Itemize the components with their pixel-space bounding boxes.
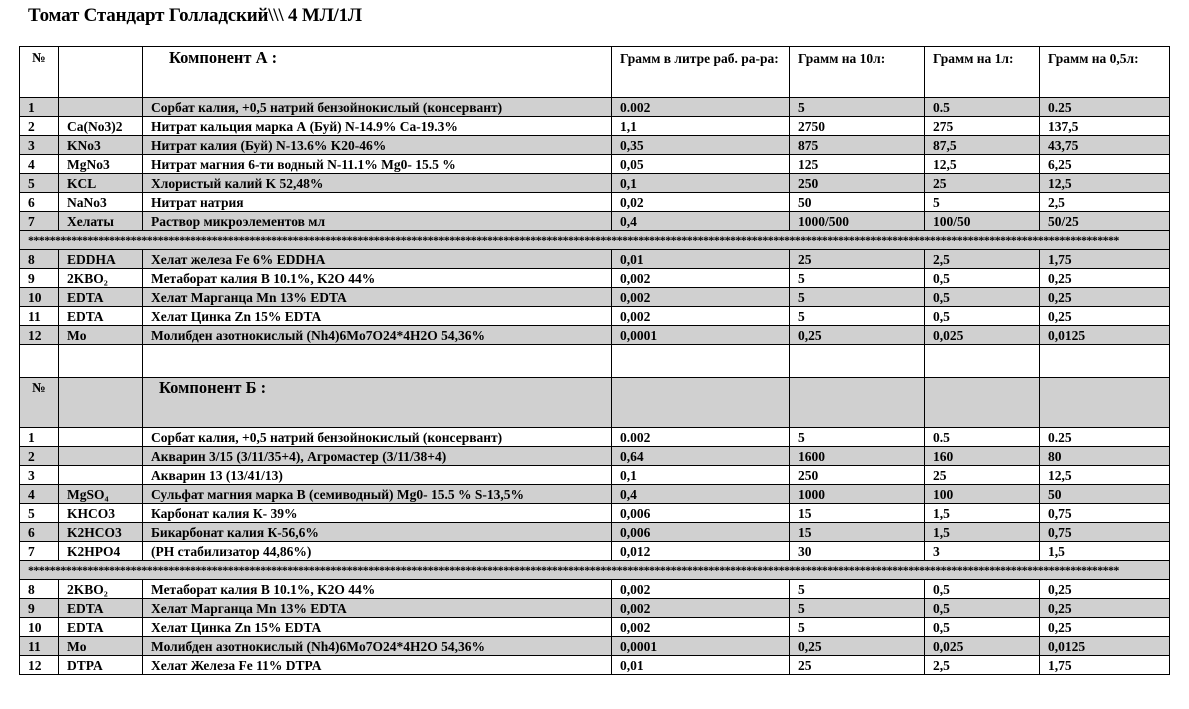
- grams-05l: 0.25: [1040, 428, 1170, 447]
- blank-row: [20, 345, 1170, 378]
- document-title: Томат Стандарт Голладский\\\ 4 МЛ/1Л: [28, 5, 362, 26]
- component-name: Сульфат магния марка В (семиводный) Mg0- 15.5 % S-13,5%: [143, 485, 612, 504]
- grams-per-liter: 0,0001: [612, 326, 790, 345]
- component-b-row: [20, 485, 1170, 504]
- row-number: 5: [20, 504, 59, 523]
- grams-10l: 5: [790, 599, 925, 618]
- grams-per-liter: 0,002: [612, 580, 790, 599]
- component-b-header-row: [20, 378, 1170, 428]
- grams-1l: 2,5: [925, 250, 1040, 269]
- grams-10l: 50: [790, 193, 925, 212]
- component-name: Акварин 3/15 (3/11/35+4), Агромастер (3/11/38+4): [143, 447, 612, 466]
- recipe-table: [19, 46, 1170, 675]
- component-a-row: [20, 117, 1170, 136]
- grams-per-liter: 0,1: [612, 174, 790, 193]
- row-number: 1: [20, 98, 59, 117]
- component-name: Акварин 13 (13/41/13): [143, 466, 612, 485]
- row-number: 9: [20, 599, 59, 618]
- chemical-formula: MgNo3: [59, 155, 143, 174]
- chemical-formula: 2KBO₂: [59, 269, 143, 288]
- grams-1l: 12,5: [925, 155, 1040, 174]
- grams-05l: 0.25: [1040, 98, 1170, 117]
- row-number: 2: [20, 447, 59, 466]
- grams-05l: 43,75: [1040, 136, 1170, 155]
- grams-05l: 1,75: [1040, 656, 1170, 675]
- row-number: 11: [20, 307, 59, 326]
- component-name: Нитрат магния 6-ти водный N-11.1% Mg0- 15.5 %: [143, 155, 612, 174]
- grams-10l: 1600: [790, 447, 925, 466]
- grams-1l: 0,5: [925, 307, 1040, 326]
- grams-10l: 0,25: [790, 637, 925, 656]
- grams-per-liter: 0.002: [612, 98, 790, 117]
- component-name: Хелат Марганца Mn 13% EDTA: [143, 288, 612, 307]
- grams-05l: 0,25: [1040, 288, 1170, 307]
- grams-per-liter: 0,002: [612, 618, 790, 637]
- component-name: Карбонат калия К- 39%: [143, 504, 612, 523]
- component-a-row: [20, 326, 1170, 345]
- asterisk-separator: **********************************************************************************************************************************************************************************************************: [20, 231, 1170, 250]
- row-number: 2: [20, 117, 59, 136]
- row-number: 12: [20, 656, 59, 675]
- grams-05l: 6,25: [1040, 155, 1170, 174]
- grams-1l: 0,5: [925, 580, 1040, 599]
- grams-per-liter: 0,0001: [612, 637, 790, 656]
- header-empty-b: [925, 378, 1040, 428]
- grams-05l: 0,75: [1040, 504, 1170, 523]
- grams-per-liter: 0,002: [612, 288, 790, 307]
- component-b-row: [20, 504, 1170, 523]
- component-b-row: [20, 447, 1170, 466]
- row-number: 6: [20, 523, 59, 542]
- separator-row-a: [20, 231, 1170, 250]
- grams-1l: 3: [925, 542, 1040, 561]
- row-number: 9: [20, 269, 59, 288]
- grams-05l: 0,75: [1040, 523, 1170, 542]
- grams-1l: 0,025: [925, 637, 1040, 656]
- chemical-formula: KHCO3: [59, 504, 143, 523]
- grams-1l: 0.5: [925, 98, 1040, 117]
- grams-per-liter: 0,4: [612, 485, 790, 504]
- component-a-title-cell: [143, 47, 612, 98]
- grams-1l: 25: [925, 466, 1040, 485]
- component-a-row: [20, 212, 1170, 231]
- component-name: Сорбат калия, +0,5 натрий бензойнокислый (консервант): [143, 98, 612, 117]
- grams-10l: 5: [790, 580, 925, 599]
- grams-05l: 12,5: [1040, 466, 1170, 485]
- grams-1l: 100/50: [925, 212, 1040, 231]
- row-number: 6: [20, 193, 59, 212]
- header-grams-05l: Грамм на 0,5л:: [1040, 47, 1170, 98]
- component-a-title: Компонент А :: [169, 48, 278, 67]
- row-number: 8: [20, 250, 59, 269]
- component-b-row: [20, 428, 1170, 447]
- grams-per-liter: 0,64: [612, 447, 790, 466]
- grams-10l: 250: [790, 466, 925, 485]
- row-number: 7: [20, 212, 59, 231]
- chemical-formula: [59, 98, 143, 117]
- grams-10l: 5: [790, 428, 925, 447]
- grams-05l: 50: [1040, 485, 1170, 504]
- chemical-formula: Mo: [59, 637, 143, 656]
- component-name: Хелат Железа Fe 11% DTPA: [143, 656, 612, 675]
- chemical-formula: K2HPO4: [59, 542, 143, 561]
- blank-cell: [612, 345, 790, 378]
- component-b-row: [20, 599, 1170, 618]
- row-number: 7: [20, 542, 59, 561]
- grams-1l: 275: [925, 117, 1040, 136]
- grams-per-liter: 0,01: [612, 656, 790, 675]
- grams-05l: 0,25: [1040, 269, 1170, 288]
- header-grams-per-liter: Грамм в литре раб. ра-ра:: [612, 47, 790, 98]
- blank-cell: [790, 345, 925, 378]
- component-name: Молибден азотнокислый (Nh4)6Mo7O24*4H2O 54,36%: [143, 637, 612, 656]
- component-b-row: [20, 618, 1170, 637]
- row-number: 11: [20, 637, 59, 656]
- row-number: 10: [20, 288, 59, 307]
- component-b-row: [20, 637, 1170, 656]
- grams-10l: 2750: [790, 117, 925, 136]
- component-a-row: [20, 174, 1170, 193]
- component-name: Хелат Цинка Zn 15% EDTA: [143, 618, 612, 637]
- chemical-formula: Mo: [59, 326, 143, 345]
- row-number: 12: [20, 326, 59, 345]
- grams-10l: 250: [790, 174, 925, 193]
- header-number: №: [20, 47, 59, 98]
- component-a-row: [20, 250, 1170, 269]
- component-name: Нитрат калия (Буй) N-13.6% K20-46%: [143, 136, 612, 155]
- separator-row-b: [20, 561, 1170, 580]
- component-name: Метаборат калия В 10.1%, K2O 44%: [143, 269, 612, 288]
- component-name: Раствор микроэлементов мл: [143, 212, 612, 231]
- chemical-formula: EDTA: [59, 618, 143, 637]
- component-a-row: [20, 155, 1170, 174]
- component-a-row: [20, 98, 1170, 117]
- row-number: 8: [20, 580, 59, 599]
- grams-05l: 0,25: [1040, 580, 1170, 599]
- grams-per-liter: 1,1: [612, 117, 790, 136]
- component-b-title: Компонент Б :: [159, 378, 267, 397]
- grams-10l: 15: [790, 523, 925, 542]
- component-name: Хлористый калий K 52,48%: [143, 174, 612, 193]
- grams-05l: 50/25: [1040, 212, 1170, 231]
- component-b-row: [20, 656, 1170, 675]
- component-a-row: [20, 288, 1170, 307]
- grams-05l: 0,25: [1040, 618, 1170, 637]
- component-name: Хелат Марганца Mn 13% EDTA: [143, 599, 612, 618]
- row-number: 4: [20, 155, 59, 174]
- component-name: Нитрат кальция марка А (Буй) N-14.9% Ca-19.3%: [143, 117, 612, 136]
- component-name: Бикарбонат калия К-56,6%: [143, 523, 612, 542]
- component-name: Хелат железа Fe 6% EDDHA: [143, 250, 612, 269]
- grams-1l: 5: [925, 193, 1040, 212]
- chemical-formula: [59, 428, 143, 447]
- chemical-formula: EDTA: [59, 307, 143, 326]
- grams-1l: 1,5: [925, 523, 1040, 542]
- grams-per-liter: 0,006: [612, 523, 790, 542]
- grams-1l: 87,5: [925, 136, 1040, 155]
- grams-05l: 2,5: [1040, 193, 1170, 212]
- component-name: Молибден азотнокислый (Nh4)6Mo7O24*4H2O 54,36%: [143, 326, 612, 345]
- row-number: 10: [20, 618, 59, 637]
- component-b-title-cell: [143, 378, 612, 428]
- grams-1l: 0.5: [925, 428, 1040, 447]
- grams-05l: 0,25: [1040, 307, 1170, 326]
- header-empty-b: [1040, 378, 1170, 428]
- chemical-formula: DTPA: [59, 656, 143, 675]
- grams-1l: 2,5: [925, 656, 1040, 675]
- chemical-formula: KCL: [59, 174, 143, 193]
- grams-10l: 875: [790, 136, 925, 155]
- blank-cell: [1040, 345, 1170, 378]
- row-number: 1: [20, 428, 59, 447]
- grams-1l: 0,5: [925, 269, 1040, 288]
- header-empty-b: [790, 378, 925, 428]
- chemical-formula: [59, 447, 143, 466]
- chemical-formula: KNo3: [59, 136, 143, 155]
- grams-10l: 0,25: [790, 326, 925, 345]
- grams-10l: 125: [790, 155, 925, 174]
- component-b-row: [20, 580, 1170, 599]
- grams-05l: 137,5: [1040, 117, 1170, 136]
- row-number: 5: [20, 174, 59, 193]
- grams-1l: 160: [925, 447, 1040, 466]
- chemical-formula: K2HCO3: [59, 523, 143, 542]
- grams-05l: 12,5: [1040, 174, 1170, 193]
- grams-10l: 5: [790, 288, 925, 307]
- blank-cell: [925, 345, 1040, 378]
- row-number: 3: [20, 466, 59, 485]
- component-name: Хелат Цинка Zn 15% EDTA: [143, 307, 612, 326]
- grams-per-liter: 0,4: [612, 212, 790, 231]
- header-code-b: [59, 378, 143, 428]
- chemical-formula: MgSO₄: [59, 485, 143, 504]
- grams-per-liter: 0.002: [612, 428, 790, 447]
- chemical-formula: NaNo3: [59, 193, 143, 212]
- chemical-formula: [59, 466, 143, 485]
- grams-10l: 5: [790, 269, 925, 288]
- header-grams-10l: Грамм на 10л:: [790, 47, 925, 98]
- component-a-header-row: [20, 47, 1170, 98]
- asterisk-separator: **********************************************************************************************************************************************************************************************************: [20, 561, 1170, 580]
- grams-10l: 5: [790, 618, 925, 637]
- chemical-formula: 2KBO₂: [59, 580, 143, 599]
- grams-per-liter: 0,006: [612, 504, 790, 523]
- grams-per-liter: 0,002: [612, 599, 790, 618]
- chemical-formula: EDDHA: [59, 250, 143, 269]
- row-number: 4: [20, 485, 59, 504]
- grams-per-liter: 0,05: [612, 155, 790, 174]
- header-empty-b: [612, 378, 790, 428]
- grams-1l: 100: [925, 485, 1040, 504]
- header-number-b: №: [20, 378, 59, 428]
- header-code: [59, 47, 143, 98]
- grams-per-liter: 0,02: [612, 193, 790, 212]
- grams-10l: 25: [790, 250, 925, 269]
- grams-per-liter: 0,35: [612, 136, 790, 155]
- blank-cell: [20, 345, 59, 378]
- chemical-formula: EDTA: [59, 599, 143, 618]
- component-a-row: [20, 136, 1170, 155]
- component-name: Метаборат калия В 10.1%, K2O 44%: [143, 580, 612, 599]
- grams-10l: 1000/500: [790, 212, 925, 231]
- component-b-row: [20, 542, 1170, 561]
- chemical-formula: Хелаты: [59, 212, 143, 231]
- grams-1l: 0,5: [925, 599, 1040, 618]
- grams-per-liter: 0,1: [612, 466, 790, 485]
- component-b-row: [20, 466, 1170, 485]
- grams-1l: 1,5: [925, 504, 1040, 523]
- grams-per-liter: 0,01: [612, 250, 790, 269]
- grams-1l: 25: [925, 174, 1040, 193]
- grams-10l: 5: [790, 98, 925, 117]
- grams-10l: 30: [790, 542, 925, 561]
- component-name: Сорбат калия, +0,5 натрий бензойнокислый (консервант): [143, 428, 612, 447]
- grams-1l: 0,5: [925, 288, 1040, 307]
- header-grams-1l: Грамм на 1л:: [925, 47, 1040, 98]
- component-b-row: [20, 523, 1170, 542]
- component-a-row: [20, 193, 1170, 212]
- component-a-row: [20, 269, 1170, 288]
- blank-cell: [143, 345, 612, 378]
- grams-1l: 0,5: [925, 618, 1040, 637]
- grams-05l: 1,75: [1040, 250, 1170, 269]
- blank-cell: [59, 345, 143, 378]
- grams-05l: 1,5: [1040, 542, 1170, 561]
- grams-10l: 5: [790, 307, 925, 326]
- grams-per-liter: 0,002: [612, 269, 790, 288]
- grams-1l: 0,025: [925, 326, 1040, 345]
- chemical-formula: EDTA: [59, 288, 143, 307]
- grams-10l: 25: [790, 656, 925, 675]
- grams-per-liter: 0,002: [612, 307, 790, 326]
- grams-05l: 0,0125: [1040, 326, 1170, 345]
- grams-05l: 0,0125: [1040, 637, 1170, 656]
- component-name: (PH стабилизатор 44,86%): [143, 542, 612, 561]
- chemical-formula: Ca(No3)2: [59, 117, 143, 136]
- grams-05l: 80: [1040, 447, 1170, 466]
- grams-10l: 15: [790, 504, 925, 523]
- component-a-row: [20, 307, 1170, 326]
- row-number: 3: [20, 136, 59, 155]
- grams-per-liter: 0,012: [612, 542, 790, 561]
- grams-05l: 0,25: [1040, 599, 1170, 618]
- component-name: Нитрат натрия: [143, 193, 612, 212]
- grams-10l: 1000: [790, 485, 925, 504]
